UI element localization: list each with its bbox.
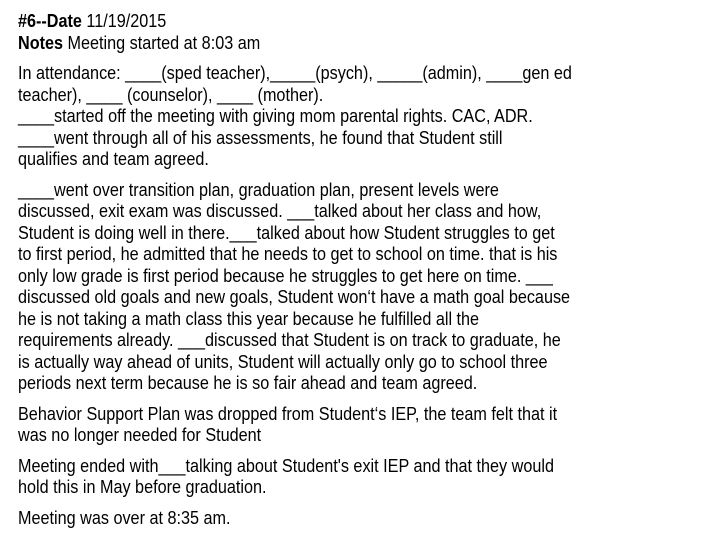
text-line: ____started off the meeting with giving mom parental rights. CAC, ADR.: [18, 106, 533, 126]
text-line: In attendance: ____(sped teacher),_____(psych), _____(admin), ____gen ed: [18, 63, 572, 83]
text-line: was no longer needed for Student: [18, 425, 262, 445]
text-line: he is not taking a math class this year because he fulfilled all the: [18, 308, 480, 329]
paragraph: [18, 63, 693, 171]
text-line: Meeting ended with___talking about Student's exit IEP and that they would: [18, 455, 554, 476]
date-value: 11/19/2015: [81, 11, 167, 31]
text-line: requirements already. ___discussed that Student is on track to graduate, he: [18, 330, 561, 350]
text-line: teacher), ____ (counselor), ____ (mother).: [18, 84, 324, 105]
paragraph: [18, 456, 693, 499]
text-line: qualifies and team agreed.: [18, 149, 209, 169]
text-line: is actually way ahead of units, Student will actually only go to school three: [18, 351, 548, 372]
notes-value: Meeting started at 8:03 am: [63, 32, 261, 53]
text-line: periods next term because he is so fair ahead and team agreed.: [18, 373, 478, 393]
text-line: Meeting was over at 8:35 am.: [18, 507, 231, 528]
notes-body: [18, 63, 693, 529]
paragraph: [18, 404, 693, 447]
text-line: to first period, he admitted that he needs to get to school on time. that is his: [18, 244, 558, 264]
date-line: [18, 11, 693, 33]
text-line: hold this in May before graduation.: [18, 477, 267, 497]
text-line: discussed, exit exam was discussed. ___talked about her class and how,: [18, 201, 542, 221]
text-line: only low grade is first period because he struggles to get here on time. ___: [18, 265, 553, 286]
meeting-notes-document: [18, 11, 693, 538]
notes-label: Notes: [18, 32, 64, 53]
date-label: #6--Date: [18, 11, 82, 31]
paragraph: [18, 180, 693, 395]
text-line: Behavior Support Plan was dropped from Student‘s IEP, the team felt that it: [18, 403, 558, 424]
text-line: ____went over transition plan, graduation plan, present levels were: [18, 179, 499, 200]
notes-line: [18, 33, 693, 55]
text-line: discussed old goals and new goals, Student won‘t have a math goal because: [18, 287, 571, 307]
text-line: ____went through all of his assessments, he found that Student still: [18, 127, 503, 148]
paragraph: [18, 508, 693, 530]
text-line: Student is doing well in there.___talked about how Student struggles to get: [18, 222, 555, 243]
header-block: [18, 11, 693, 54]
